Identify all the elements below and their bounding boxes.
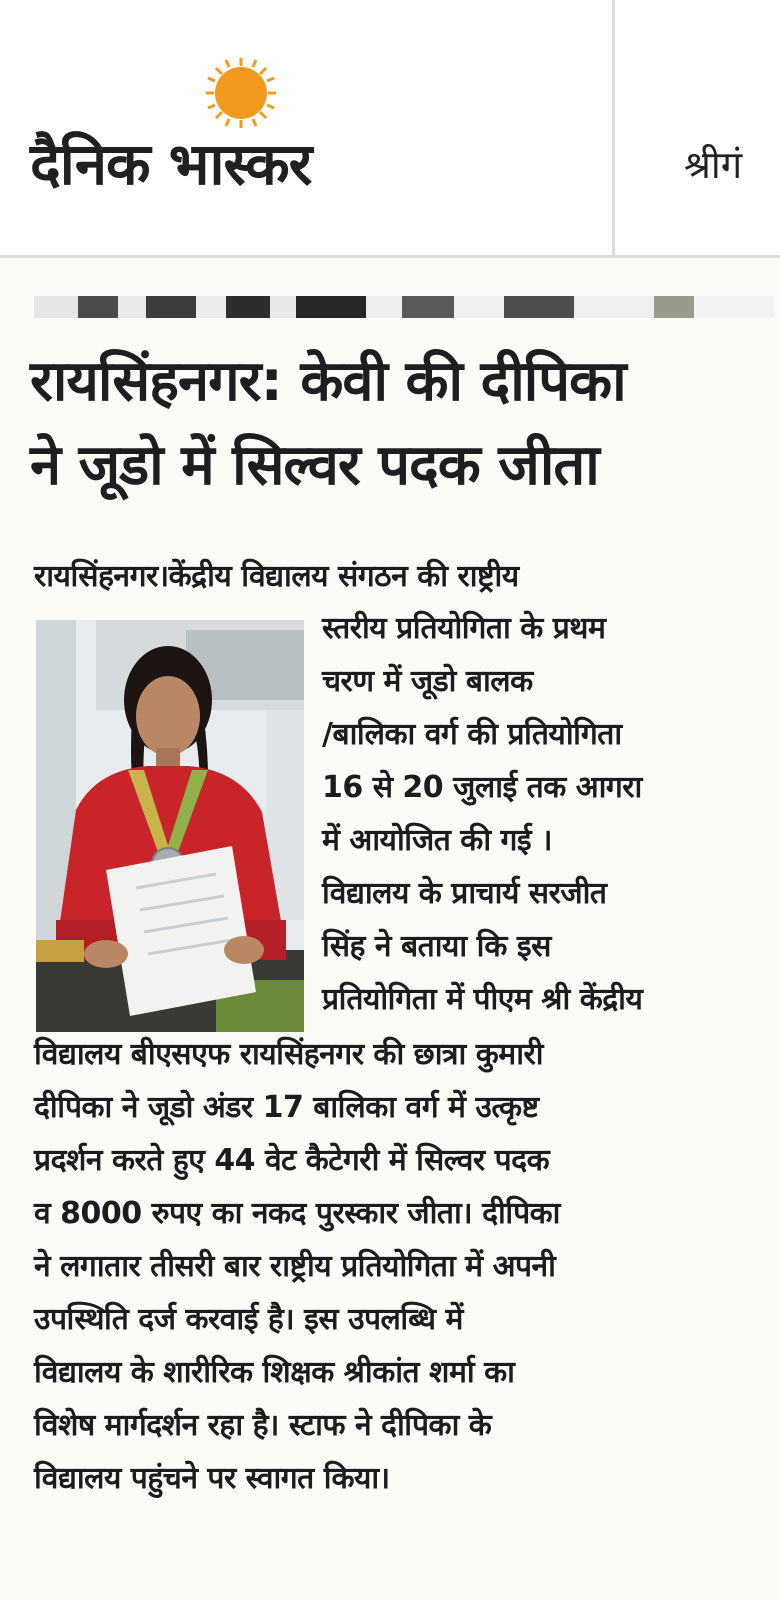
body-text: केंद्रीय विद्यालय संगठन की राष्ट्रीय	[168, 559, 519, 594]
body-line: विद्यालय बीएसएफ रायसिंहनगर की छात्रा कुमारी	[34, 1037, 544, 1072]
headline-line: ने जूडो में सिल्वर पदक जीता	[30, 433, 599, 498]
edition-link[interactable]: श्रीगं	[684, 143, 743, 187]
body-line: व 8000 रुपए का नकद पुरस्कार जीता। दीपिका	[34, 1196, 560, 1231]
header-divider	[612, 0, 615, 255]
body-line: स्तरीय प्रतियोगिता के प्रथम	[322, 611, 606, 646]
body-line: दीपिका ने जूडो अंडर 17 बालिका वर्ग में उत्कृष्ट	[34, 1090, 539, 1125]
body-line: प्रतियोगिता में पीएम श्री केंद्रीय	[322, 982, 643, 1017]
masthead	[0, 0, 780, 258]
body-line: चरण में जूडो बालक	[322, 664, 533, 699]
body-line: 16 से 20 जुलाई तक आगरा	[322, 770, 642, 805]
newspaper-logo: दैनिक भास्कर	[30, 130, 312, 198]
athlete-photo	[36, 620, 304, 1032]
cropped-photo-strip	[34, 296, 774, 318]
sun-logo-icon	[204, 56, 278, 130]
headline-line: रायसिंहनगर: केवी की दीपिका	[30, 349, 626, 414]
body-line: विशेष मार्गदर्शन रहा है। स्टाफ ने दीपिका के	[34, 1408, 492, 1443]
body-line: में आयोजित की गई ।	[322, 823, 552, 858]
body-line: विद्यालय पहुंचने पर स्वागत किया।	[34, 1461, 390, 1496]
body-line: ने लगातार तीसरी बार राष्ट्रीय प्रतियोगिता में अपनी	[34, 1249, 556, 1284]
body-line: उपस्थिति दर्ज करवाई है। इस उपलब्धि में	[34, 1302, 463, 1337]
body-line: सिंह ने बताया कि इस	[322, 929, 551, 964]
article-headline	[30, 340, 765, 508]
body-line: विद्यालय के प्राचार्य सरजीत	[322, 876, 607, 911]
body-line: प्रदर्शन करते हुए 44 वेट कैटेगरी में सिल्वर पदक	[34, 1143, 550, 1178]
body-line: /बालिका वर्ग की प्रतियोगिता	[322, 717, 622, 752]
body-line: विद्यालय के शारीरिक शिक्षक श्रीकांत शर्मा का	[34, 1355, 515, 1390]
dateline: रायसिंहनगर।	[34, 559, 169, 594]
article-first-line	[34, 550, 519, 603]
news-clipping	[0, 258, 780, 1600]
